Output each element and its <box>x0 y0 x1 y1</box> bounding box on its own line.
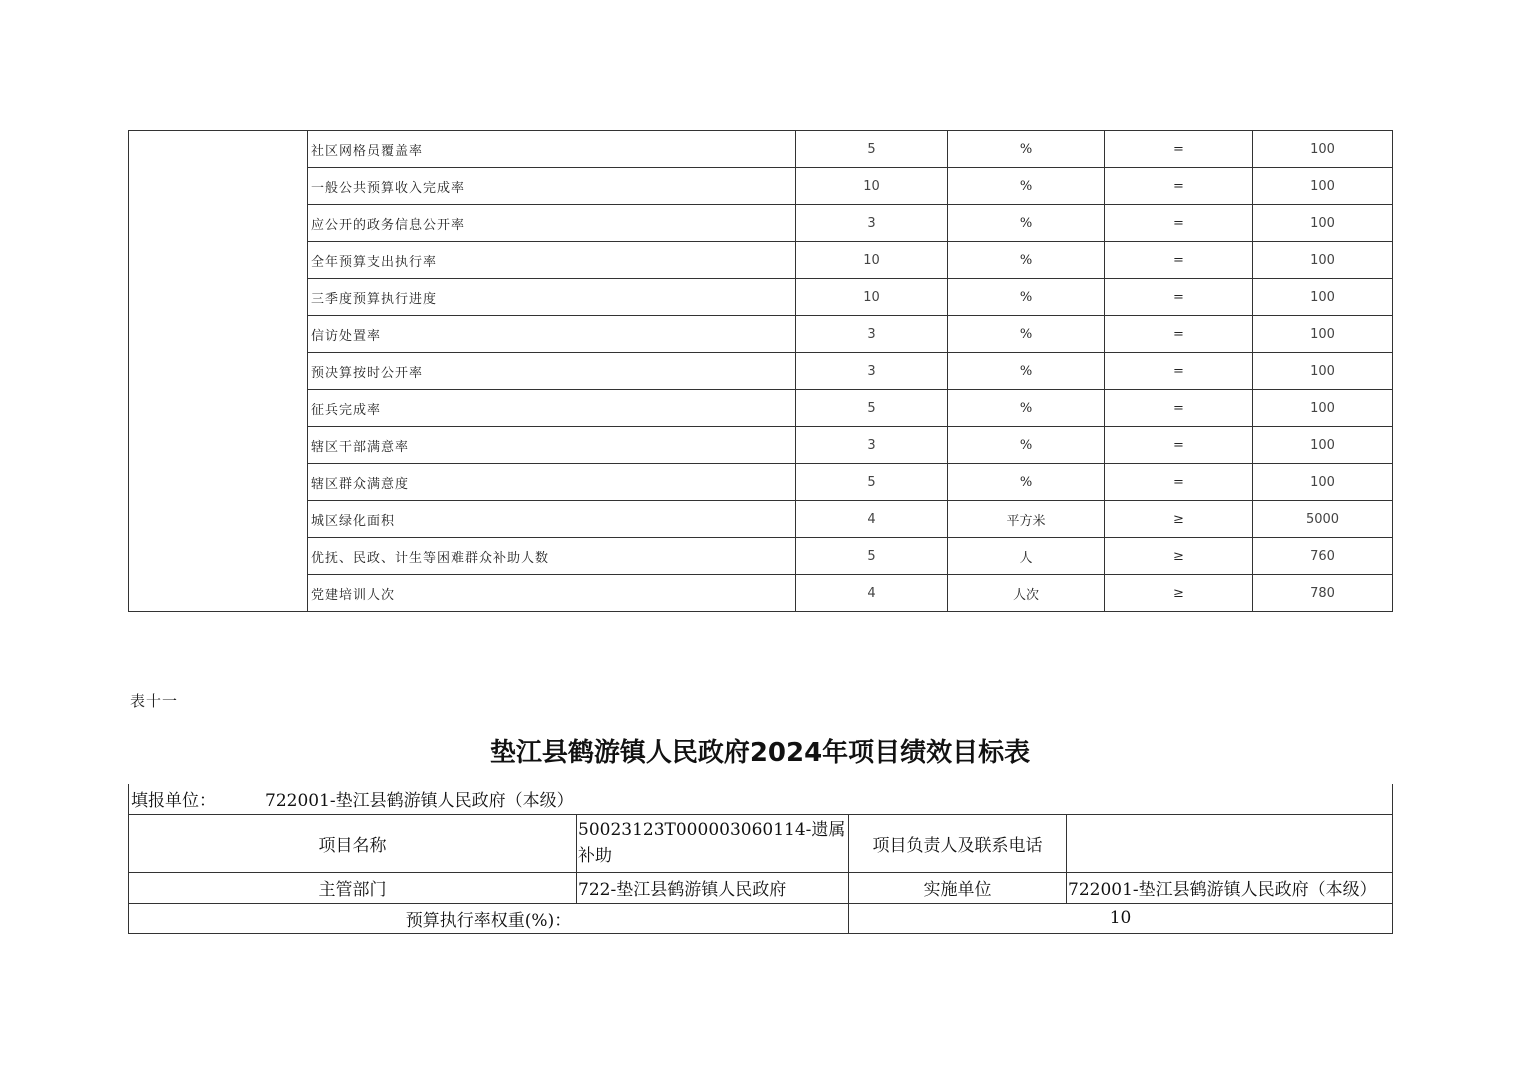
table-row <box>129 501 1393 538</box>
dept-value: 722-垫江县鹤游镇人民政府 <box>577 872 849 903</box>
impl-label: 实施单位 <box>849 872 1067 903</box>
indicator-unit: 人次 <box>948 575 1105 612</box>
weight-value: 10 <box>849 903 1393 933</box>
indicator-weight: 5 <box>796 538 948 575</box>
indicator-target: 780 <box>1253 575 1393 612</box>
reporting-unit-label: 填报单位： <box>131 791 216 812</box>
indicator-weight: 10 <box>796 242 948 279</box>
impl-value: 722001-垫江县鹤游镇人民政府（本级） <box>1067 872 1393 903</box>
indicator-name: 预决算按时公开率 <box>308 353 796 390</box>
project-info-table <box>128 784 1393 934</box>
indicator-operator: = <box>1105 390 1253 427</box>
indicator-target: 100 <box>1253 205 1393 242</box>
indicator-name: 社区网格员覆盖率 <box>308 131 796 168</box>
contact-value <box>1067 814 1393 872</box>
budget-weight-row <box>129 903 1393 933</box>
indicator-operator: = <box>1105 168 1253 205</box>
indicator-operator: = <box>1105 205 1253 242</box>
indicator-target: 100 <box>1253 390 1393 427</box>
indicator-weight: 4 <box>796 501 948 538</box>
indicator-name: 辖区干部满意率 <box>308 427 796 464</box>
department-row <box>129 872 1393 903</box>
indicator-name: 全年预算支出执行率 <box>308 242 796 279</box>
indicator-unit: % <box>948 464 1105 501</box>
reporting-unit-cell <box>129 784 1393 814</box>
table-row <box>129 427 1393 464</box>
indicator-target: 100 <box>1253 427 1393 464</box>
indicator-target: 100 <box>1253 168 1393 205</box>
indicator-operator: = <box>1105 427 1253 464</box>
table-row <box>129 131 1393 168</box>
indicator-target: 100 <box>1253 242 1393 279</box>
indicator-weight: 5 <box>796 390 948 427</box>
table-row <box>129 168 1393 205</box>
project-name-value: 50023123T000003060114-遗属补助 <box>577 814 849 872</box>
indicator-name: 一般公共预算收入完成率 <box>308 168 796 205</box>
category-cell <box>129 131 308 612</box>
indicator-name: 党建培训人次 <box>308 575 796 612</box>
table-row <box>129 538 1393 575</box>
indicator-target: 100 <box>1253 353 1393 390</box>
indicator-target: 100 <box>1253 316 1393 353</box>
table-row <box>129 575 1393 612</box>
project-name-row <box>129 814 1393 872</box>
indicator-unit: 人 <box>948 538 1105 575</box>
indicator-weight: 3 <box>796 316 948 353</box>
indicator-name: 优抚、民政、计生等困难群众补助人数 <box>308 538 796 575</box>
indicator-unit: % <box>948 131 1105 168</box>
indicator-unit: 平方米 <box>948 501 1105 538</box>
indicator-operator: = <box>1105 131 1253 168</box>
weight-label: 预算执行率权重(%)： <box>129 903 849 933</box>
indicator-name: 三季度预算执行进度 <box>308 279 796 316</box>
indicator-weight: 5 <box>796 464 948 501</box>
table-row <box>129 353 1393 390</box>
indicator-unit: % <box>948 353 1105 390</box>
indicator-target: 100 <box>1253 279 1393 316</box>
indicator-unit: % <box>948 427 1105 464</box>
indicator-weight: 3 <box>796 205 948 242</box>
indicator-name: 信访处置率 <box>308 316 796 353</box>
indicator-weight: 10 <box>796 168 948 205</box>
table-row <box>129 464 1393 501</box>
indicator-body <box>129 131 1393 612</box>
indicator-unit: % <box>948 316 1105 353</box>
indicator-name: 辖区群众满意度 <box>308 464 796 501</box>
indicator-unit: % <box>948 168 1105 205</box>
indicator-weight: 4 <box>796 575 948 612</box>
table-row <box>129 205 1393 242</box>
indicator-operator: = <box>1105 353 1253 390</box>
indicator-operator: ≥ <box>1105 538 1253 575</box>
indicator-target: 760 <box>1253 538 1393 575</box>
dept-label: 主管部门 <box>129 872 577 903</box>
reporting-unit-value: 722001-垫江县鹤游镇人民政府（本级） <box>265 791 574 812</box>
indicator-name: 应公开的政务信息公开率 <box>308 205 796 242</box>
indicator-weight: 3 <box>796 353 948 390</box>
table-row <box>129 279 1393 316</box>
table-label: 表十一 <box>130 692 179 710</box>
indicator-operator: ≥ <box>1105 575 1253 612</box>
indicator-operator: ≥ <box>1105 501 1253 538</box>
indicator-name: 城区绿化面积 <box>308 501 796 538</box>
page-title: 垫江县鹤游镇人民政府2024年项目绩效目标表 <box>489 738 1031 768</box>
indicator-weight: 5 <box>796 131 948 168</box>
contact-label: 项目负责人及联系电话 <box>849 814 1067 872</box>
indicator-target: 100 <box>1253 464 1393 501</box>
indicator-unit: % <box>948 205 1105 242</box>
indicator-operator: = <box>1105 242 1253 279</box>
indicator-operator: = <box>1105 316 1253 353</box>
indicator-unit: % <box>948 279 1105 316</box>
indicator-operator: = <box>1105 464 1253 501</box>
indicator-unit: % <box>948 390 1105 427</box>
indicator-unit: % <box>948 242 1105 279</box>
indicator-weight: 3 <box>796 427 948 464</box>
indicator-target: 100 <box>1253 131 1393 168</box>
table-row <box>129 242 1393 279</box>
reporting-unit-row <box>129 784 1393 814</box>
indicator-name: 征兵完成率 <box>308 390 796 427</box>
indicator-target: 5000 <box>1253 501 1393 538</box>
indicator-table <box>128 130 1393 612</box>
indicator-weight: 10 <box>796 279 948 316</box>
indicator-operator: = <box>1105 279 1253 316</box>
table-row <box>129 390 1393 427</box>
project-name-label: 项目名称 <box>129 814 577 872</box>
table-row <box>129 316 1393 353</box>
